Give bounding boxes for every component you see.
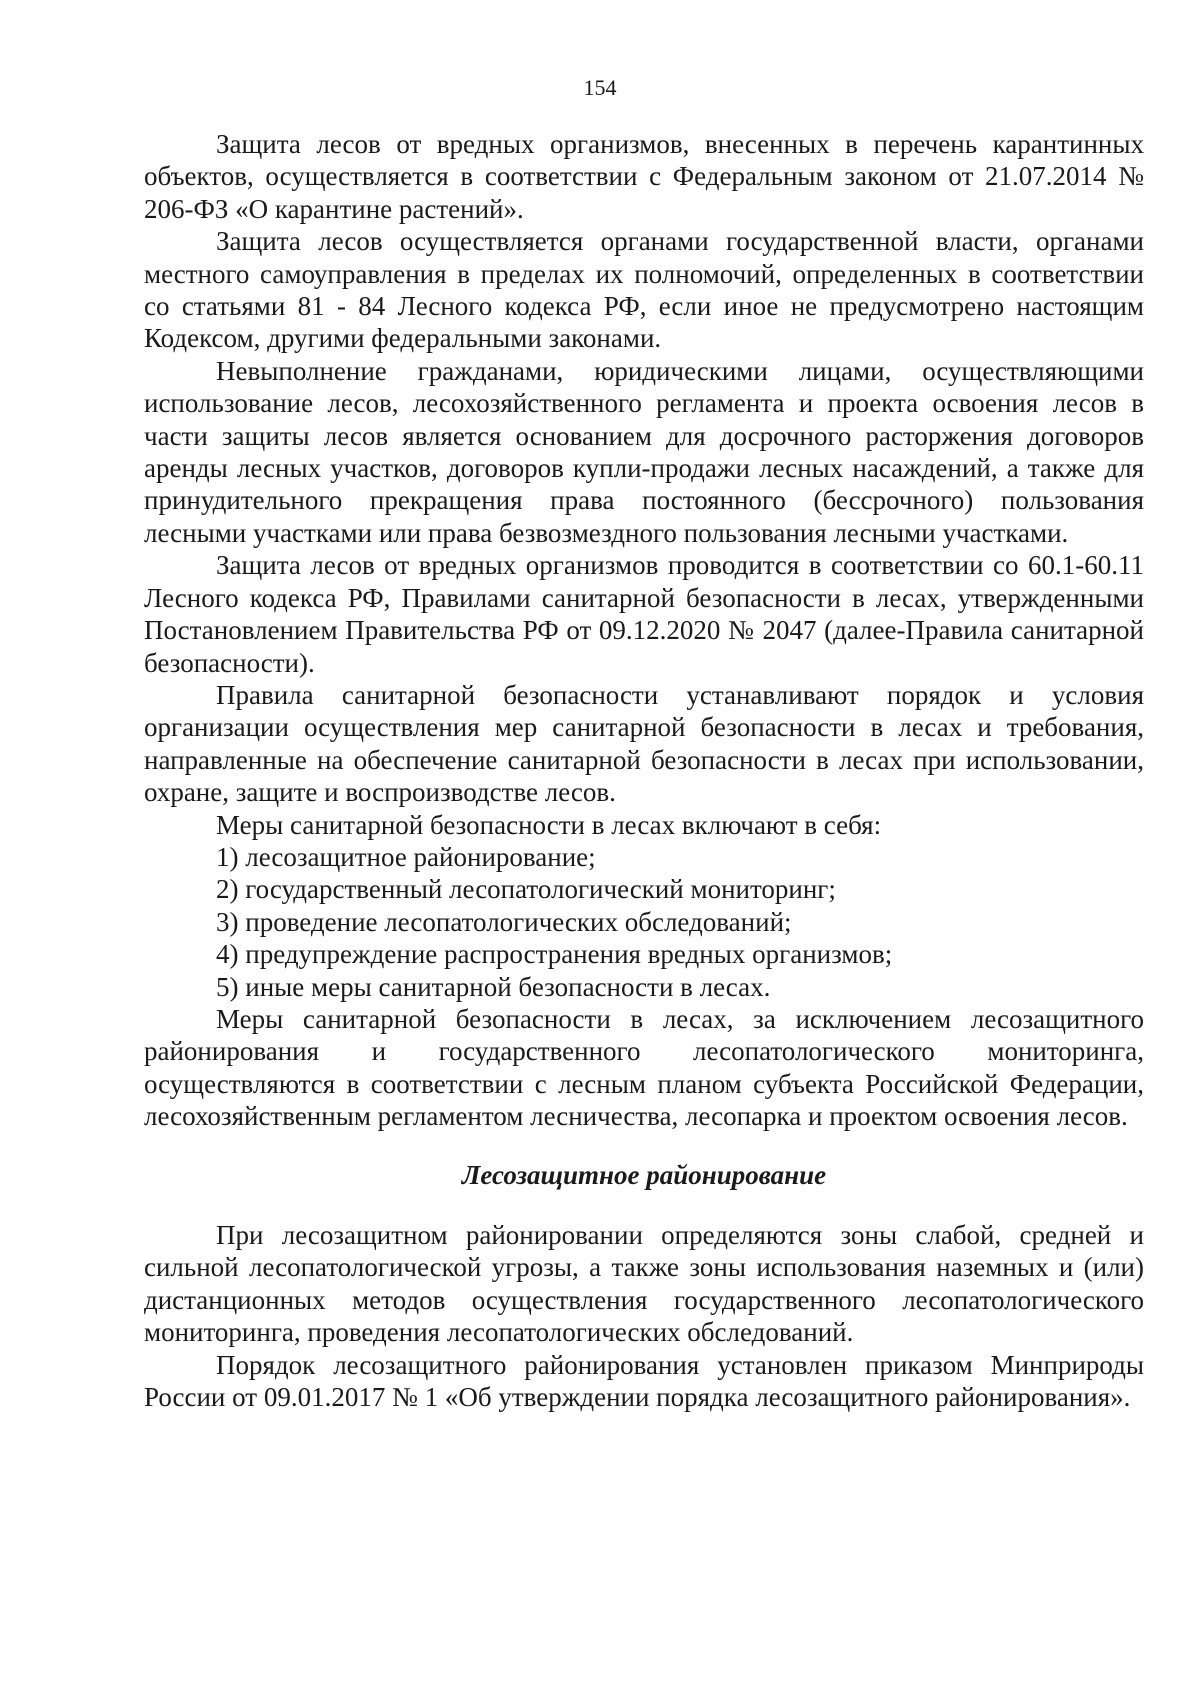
list-item: 2) государственный лесопатологический мониторинг; xyxy=(216,874,836,905)
paragraph: Защита лесов осуществляется органами государственной власти, органами местного самоуправления в пределах их полномочий, определенных в соответствии со статьями 81 - 84 Лесного кодекса РФ, если иное не предусмотрено настоящим Кодексом, другими федеральными законами. xyxy=(144,226,1144,354)
list-item: 4) предупреждение распространения вредных организмов; xyxy=(216,939,893,970)
list-item: 1) лесозащитное районирование; xyxy=(216,841,596,872)
document-body xyxy=(144,128,1144,1413)
list-item: 3) проведение лесопатологических обследований; xyxy=(216,906,792,937)
paragraph: Невыполнение гражданами, юридическими лицами, осуществляющими использование лесов, лесохозяйственного регламента и проекта освоения лесов в части защиты лесов является основанием для досрочного расторжения договоров аренды лесных участков, договоров купли-продажи лесных насаждений, а также для принудительного прекращения права постоянного (бессрочного) пользования лесными участками или права безвозмездного пользования лесными участками. xyxy=(144,355,1144,548)
page-number: 154 xyxy=(583,75,617,100)
paragraph: Защита лесов от вредных организмов проводится в соответствии со 60.1-60.11 Лесного кодекса РФ, Правилами санитарной безопасности в лесах, утвержденными Постановлением Правительства РФ от 09.12.2020 № 2047 (далее-Правила санитарной безопасности). xyxy=(144,550,1144,678)
section-heading: Лесозащитное районирование xyxy=(461,1159,827,1190)
paragraph: Правила санитарной безопасности устанавливают порядок и условия организации осуществления мер санитарной безопасности в лесах и требования, направленные на обеспечение санитарной безопасности в лесах при использовании, охране, защите и воспроизводстве лесов. xyxy=(144,679,1144,808)
paragraph: Защита лесов от вредных организмов, внесенных в перечень карантинных объектов, осуществляется в соответствии с Федеральным законом от 21.07.2014 № 206-ФЗ «О карантине растений». xyxy=(144,129,1144,224)
paragraph: При лесозащитном районировании определяются зоны слабой, средней и сильной лесопатологической угрозы, а также зоны использования наземных и (или) дистанционных методов осуществления государственного лесопатологического мониторинга, проведения лесопатологических обследований. xyxy=(144,1220,1144,1348)
paragraph: Порядок лесозащитного районирования установлен приказом Минприроды России от 09.01.2017 № 1 «Об утверждении порядка лесозащитного районирования». xyxy=(144,1349,1144,1413)
list-intro: Меры санитарной безопасности в лесах включают в себя: xyxy=(216,809,882,840)
list-item: 5) иные меры санитарной безопасности в лесах. xyxy=(216,971,771,1002)
paragraph: Меры санитарной безопасности в лесах, за исключением лесозащитного районирования и государственного лесопатологического мониторинга, осуществляются в соответствии с лесным планом субъекта Российской Федерации, лесохозяйственным регламентом лесничества, лесопарка и проектом освоения лесов. xyxy=(144,1003,1144,1132)
